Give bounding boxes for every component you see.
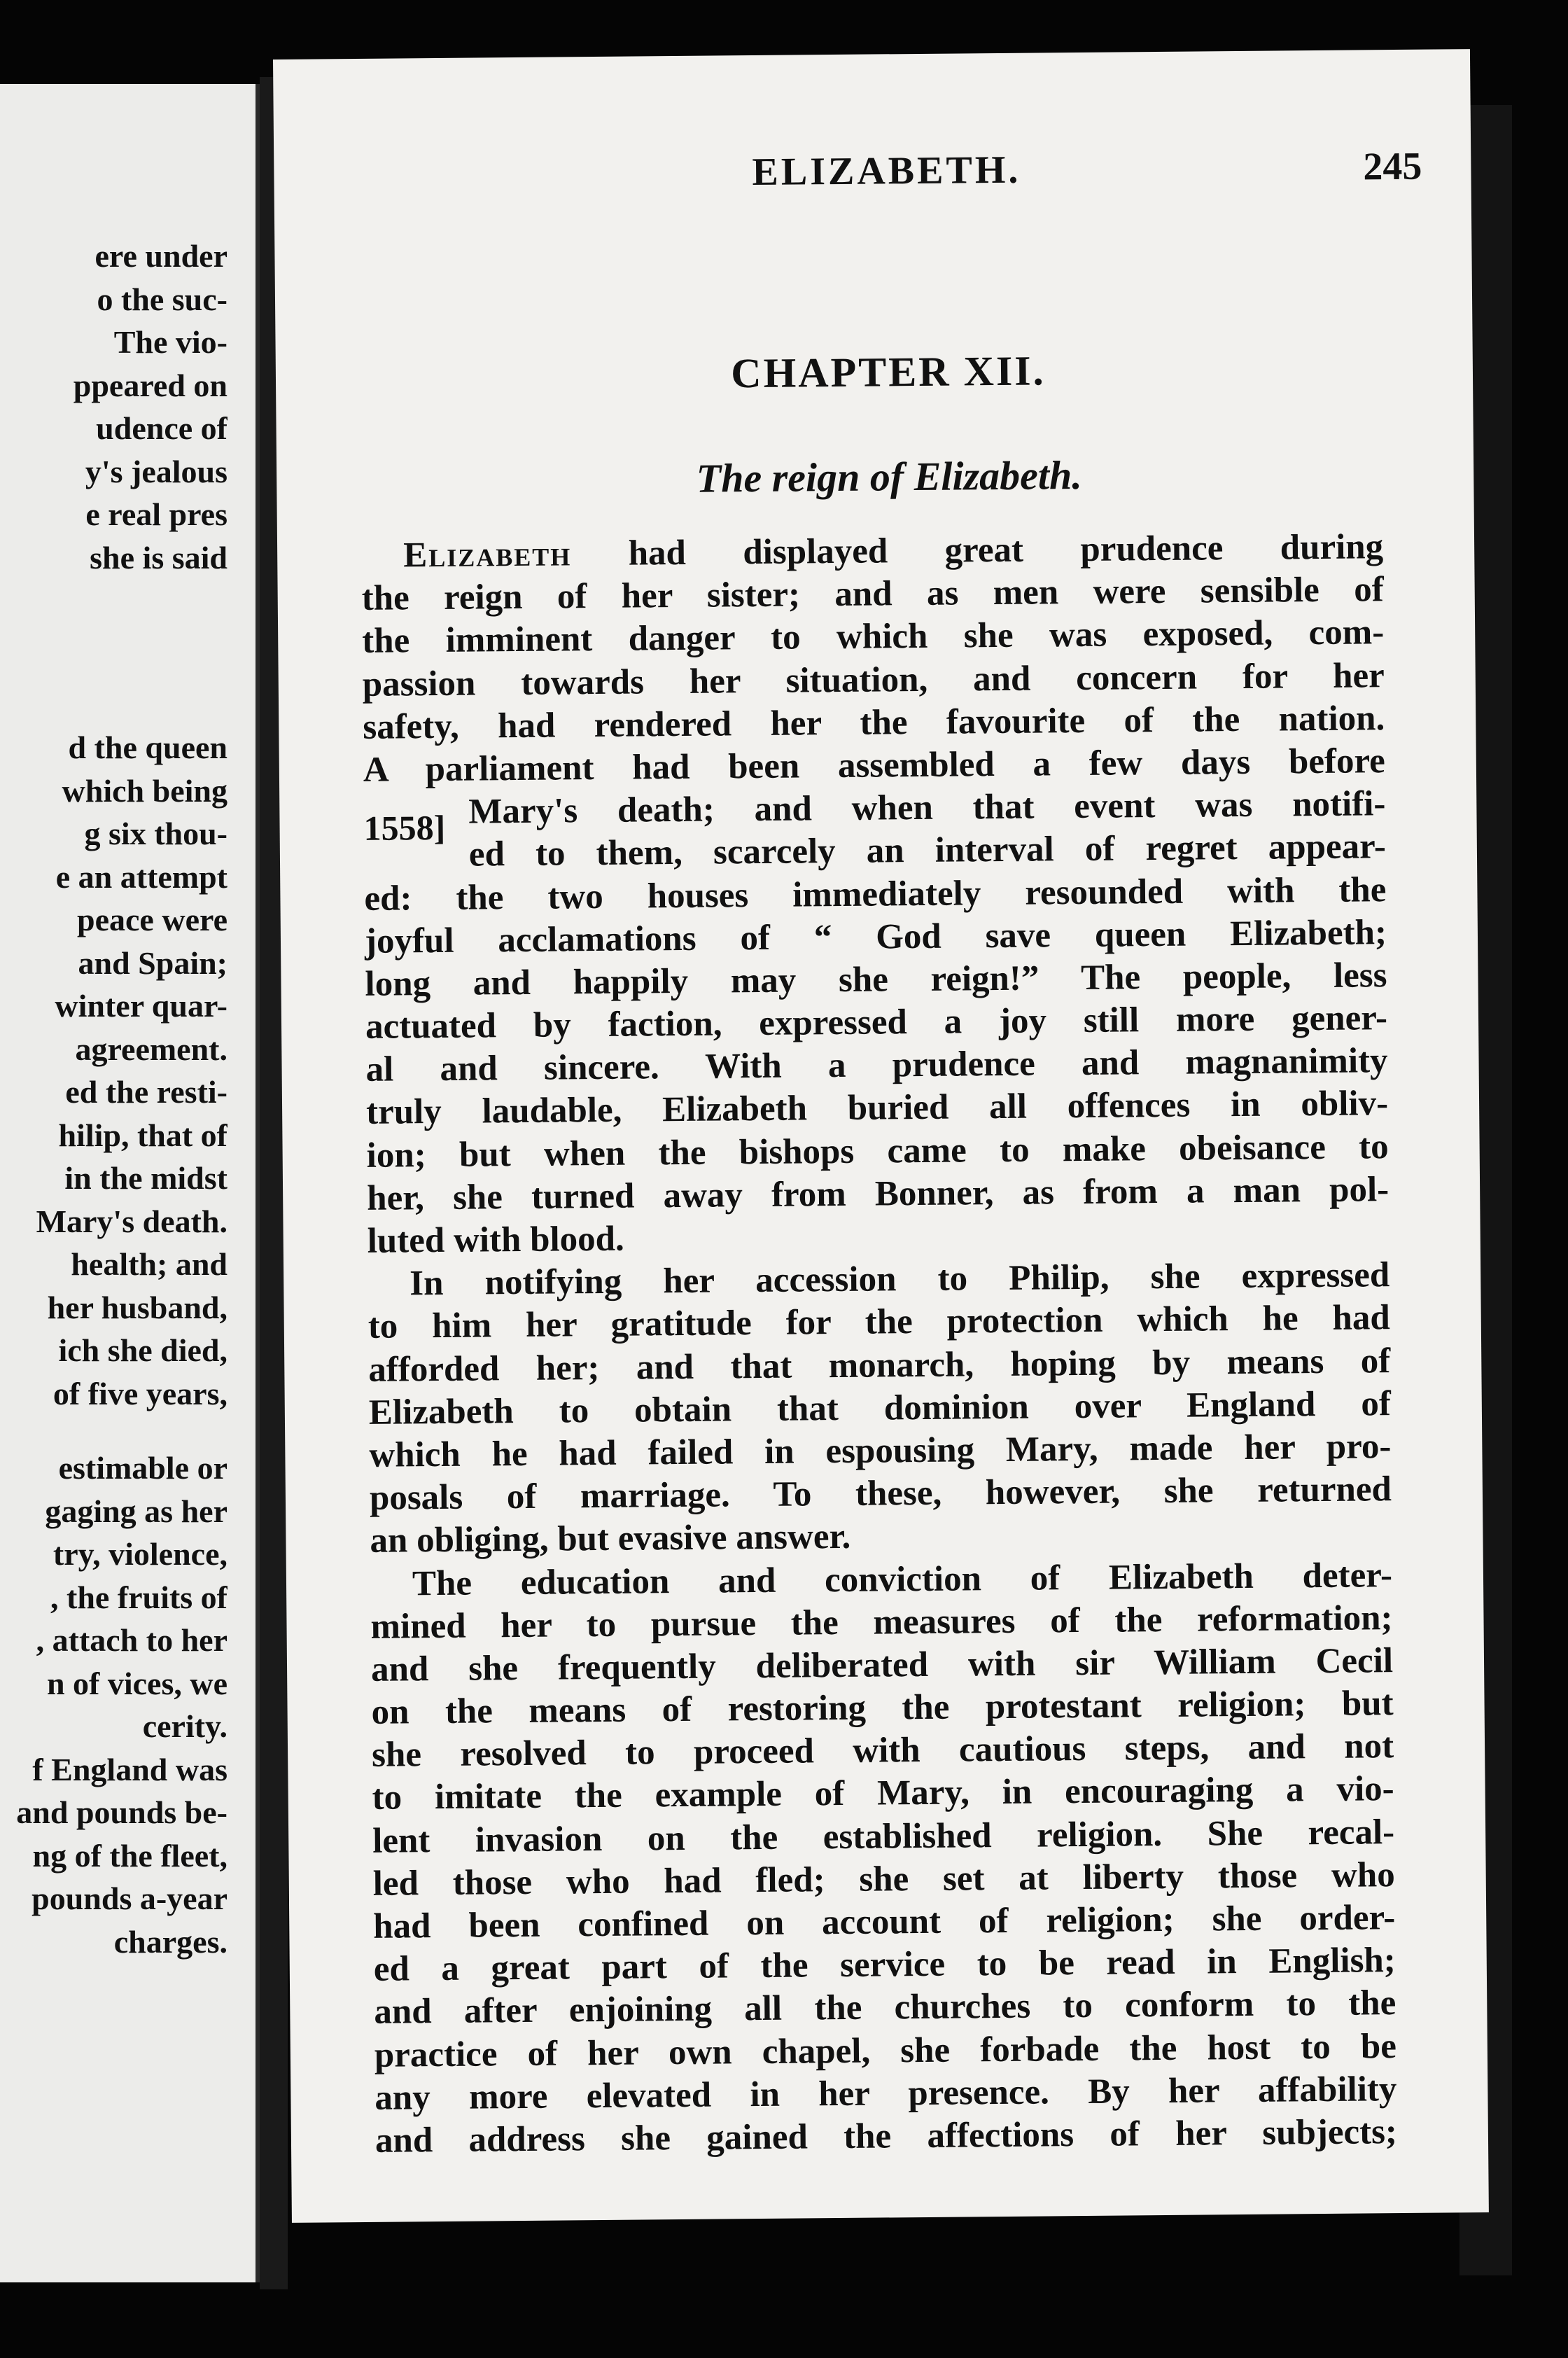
text-line: truly laudable, Elizabeth buried all offences in obliv- (365, 1084, 1389, 1133)
left-text-line: winter quar- (55, 988, 227, 1024)
text-line: mined her to pursue the measures of the reformation; (370, 1598, 1393, 1647)
left-text-line: peace were (77, 902, 227, 937)
text-line: led those who had fled; she set at liberty those who (372, 1855, 1395, 1904)
left-text-line: udence of (96, 410, 227, 446)
text-line: had been confined on account of religion; she order- (373, 1898, 1396, 1946)
left-text-line: f England was (32, 1751, 227, 1787)
left-text-line: pounds a-year (31, 1881, 227, 1916)
text-line: safety, had rendered her the favourite of the nation. (363, 698, 1385, 747)
left-text-line: and Spain; (78, 944, 227, 981)
text-line: an obliging, but evasive answer. (370, 1517, 851, 1561)
text-line: actuated by faction, expressed a joy still more gener- (365, 998, 1388, 1047)
text-line (364, 825, 1386, 877)
left-text-line: The vio- (113, 324, 227, 360)
text-line: afforded her; and that monarch, hoping by means of (368, 1341, 1391, 1390)
left-facing-page (0, 84, 260, 2282)
paragraph-2 (368, 1254, 1392, 1563)
left-text-line: hilip, that of (58, 1117, 227, 1153)
left-text-line: health; and (71, 1246, 227, 1282)
text-line: practice of her own chapel, she forbade the host to be (374, 2026, 1397, 2075)
text-line: Elizabeth to obtain that dominion over England of (368, 1383, 1392, 1432)
left-text-line: ng of the fleet, (32, 1837, 227, 1874)
text-line: joyful acclamations of “ God save queen Elizabeth; (364, 912, 1387, 961)
left-text-line: try, violence, (52, 1536, 227, 1572)
left-text-line: agreement. (75, 1031, 227, 1067)
left-text-line: o the suc- (97, 281, 227, 317)
text-line: she resolved to proceed with cautious steps, and not (371, 1726, 1394, 1776)
page-number: 245 (1363, 144, 1422, 189)
text-line: ed a great part of the service to be read in English; (373, 1941, 1396, 1990)
text-line: any more elevated in her presence. By her affability (374, 2069, 1397, 2118)
text-line: the imminent danger to which she was exposed, com- (362, 613, 1385, 662)
left-text-line: she is said (90, 539, 227, 575)
left-text-line: Mary's death. (36, 1203, 227, 1239)
paragraph-1 (361, 568, 1385, 792)
left-text-line: ich she died, (58, 1332, 227, 1368)
text-line: and she frequently deliberated with sir William Cecil (370, 1641, 1394, 1689)
left-text-line: y's jealous (85, 453, 227, 489)
page-header (351, 144, 1422, 202)
right-page (273, 49, 1489, 2223)
left-text-line: and pounds be- (16, 1794, 227, 1830)
text-line: and address she gained the affections of her subjects; (374, 2112, 1398, 2161)
text-line: and after enjoining all the churches to conform to the (374, 1983, 1396, 2032)
left-text-block-3 (0, 1446, 227, 1963)
left-text-line: gaging as her (45, 1493, 227, 1529)
left-page-text (0, 235, 227, 1963)
margin-date: 1558] (363, 808, 446, 849)
left-text-line: , attach to her (36, 1622, 227, 1658)
text-line: on the means of restoring the protestant religion; but (371, 1684, 1394, 1732)
left-text-line: g six thou- (84, 816, 227, 851)
text-line: passion towards her situation, and concern for her (362, 655, 1385, 704)
left-text-line: d the queen (68, 730, 227, 765)
text-line: her, she turned away from Bonner, as from a man pol- (366, 1169, 1390, 1218)
text-line: posals of marriage. To these, however, she returned (369, 1470, 1392, 1518)
left-text-line: in the midst (64, 1160, 227, 1196)
lead-word: Elizabeth (402, 534, 572, 575)
text-line: A parliament had been assembled a few days before (363, 741, 1386, 790)
text-line: The education and conviction of Elizabeth deter- (412, 1555, 1393, 1603)
left-text-line: ere under (94, 238, 227, 274)
text-line: to him her gratitude for the protection which he had (368, 1298, 1390, 1347)
left-text-line: , the fruits of (50, 1579, 227, 1615)
text-line: long and happily may she reign!” The people, less (365, 956, 1387, 1004)
left-text-line: ed the resti- (65, 1074, 227, 1110)
left-text-line: e an attempt (55, 858, 227, 895)
left-text-line: n of vices, we (46, 1665, 227, 1701)
text-line-content: ed to them, scarcely an interval of regret appear- (468, 827, 1387, 874)
text-line: al and sincere. With a prudence and magnanimity (365, 1041, 1388, 1090)
text-line-content: Mary's death; and when that event was notifi- (468, 784, 1386, 832)
left-text-line: ppeared on (73, 367, 227, 403)
text-line: ion; but when the bishops came to make obeisance to (366, 1126, 1389, 1175)
left-text-line: which being (62, 772, 227, 809)
text-line: luted with blood. (367, 1219, 624, 1261)
left-text-line: her husband, (47, 1289, 227, 1325)
text-line-rest: had displayed great prudence during (571, 527, 1384, 574)
text-line: to imitate the example of Mary, in encouraging a vio- (372, 1769, 1394, 1818)
running-title: ELIZABETH. (752, 148, 1021, 195)
text-line: the reign of her sister; and as men were sensible of (361, 570, 1384, 619)
chapter-title: CHAPTER XII. (730, 347, 1046, 397)
text-line: In notifying her accession to Philip, she expressed (410, 1255, 1390, 1304)
body-text (361, 526, 1397, 2163)
chapter-subtitle: The reign of Elizabeth. (696, 452, 1083, 501)
left-text-line: e real pres (85, 496, 227, 532)
text-line: lent invasion on the established religion. She recal- (372, 1812, 1395, 1861)
left-text-line: cerity. (142, 1708, 227, 1744)
left-text-line: estimable or (58, 1450, 227, 1486)
left-text-block-1 (0, 235, 227, 579)
text-line: which he had failed in espousing Mary, made her pro- (369, 1427, 1392, 1475)
left-text-block-2 (0, 726, 227, 1415)
paragraph-1-continued (364, 869, 1390, 1263)
left-text-line: of five years, (52, 1375, 227, 1411)
text-line: ed: the two houses immediately resounded with the (364, 870, 1387, 919)
paragraph-3 (370, 1554, 1397, 2163)
left-text-line: charges. (113, 1923, 227, 1960)
